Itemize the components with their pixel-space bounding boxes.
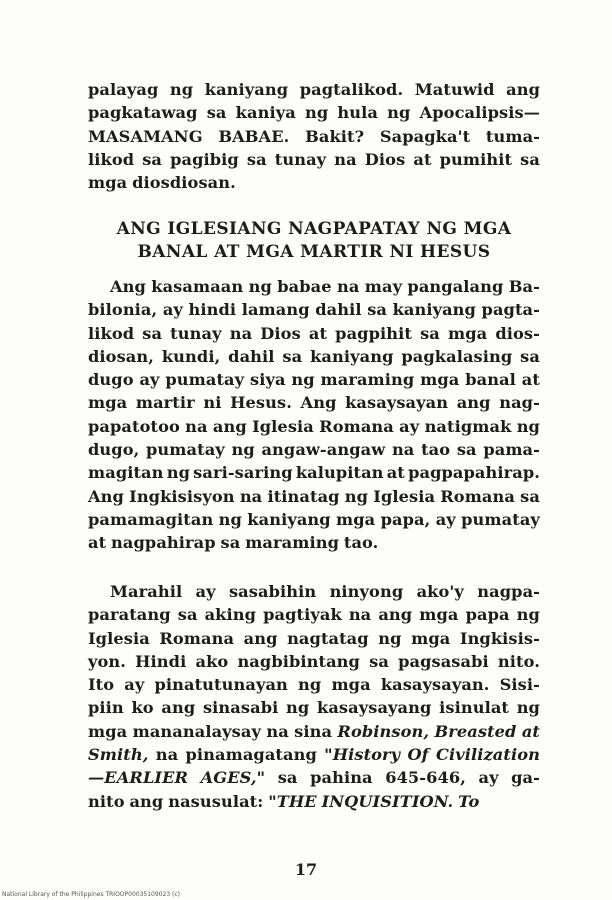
word: ng	[304, 103, 329, 123]
word: may	[364, 277, 403, 296]
word: sasabihin	[228, 582, 317, 601]
text-line	[88, 743, 540, 766]
word: maraming	[320, 370, 415, 390]
text-line	[88, 391, 540, 414]
word: sa	[220, 533, 241, 553]
word: Bakit?	[305, 126, 365, 146]
word: Romana	[440, 486, 515, 506]
word: itinatag	[267, 486, 340, 506]
word: INQUISITION.	[321, 791, 454, 811]
word: kaniyang	[392, 300, 476, 320]
word: mga	[336, 509, 376, 529]
word: nasusulat:	[168, 791, 264, 811]
word: sa	[142, 149, 163, 169]
word: Ba-	[508, 277, 540, 296]
word: kasaysayang	[317, 698, 432, 718]
word: pagpihit	[335, 323, 412, 343]
word: pumatay	[461, 509, 540, 529]
word: magitan	[88, 463, 164, 483]
word: pagibig	[170, 149, 239, 169]
text-line	[88, 696, 540, 719]
word: mga	[420, 370, 460, 390]
word: kaniyang	[247, 509, 331, 529]
text-line	[88, 603, 540, 626]
word: mga	[411, 628, 451, 648]
text-line	[88, 508, 540, 531]
word: na	[336, 277, 360, 296]
word: Sisi-	[499, 675, 540, 695]
text-line	[88, 627, 540, 650]
word: pagkatawag	[88, 103, 198, 123]
word: ang	[212, 416, 247, 436]
word: ay	[478, 768, 499, 788]
word: ako'y	[416, 582, 464, 601]
word: isinulat	[439, 698, 509, 718]
text-line	[88, 580, 540, 603]
word: mga	[88, 721, 128, 741]
word: mga	[419, 605, 459, 625]
scan-footer-note: National Library of the Philippines TRIOOP00035109023 (c)	[2, 891, 181, 898]
word: piin	[88, 698, 124, 718]
word: nag-	[499, 393, 540, 413]
word: mga	[448, 323, 488, 343]
text-line	[88, 171, 540, 194]
word: Civilization	[436, 745, 540, 765]
word: nito.	[497, 651, 540, 671]
word: likod	[88, 323, 135, 343]
word: ako	[195, 651, 229, 671]
word: papatotoo	[88, 416, 180, 436]
word: Breasted	[434, 721, 517, 741]
word: na	[185, 416, 208, 436]
word: kasamaan	[151, 277, 244, 296]
word: kaniyang	[204, 80, 289, 99]
word: "History	[324, 745, 401, 765]
word: ng	[218, 509, 242, 529]
word: sa	[282, 346, 303, 366]
word: Marahil	[110, 582, 183, 601]
section-heading-line-1: ANG IGLESIANG NAGPAPATAY NG MGA	[116, 219, 512, 239]
word: nagbibintang	[237, 651, 360, 671]
word: Of	[407, 745, 429, 765]
word: sa	[420, 323, 440, 343]
text-line	[88, 78, 540, 101]
text-line	[88, 415, 540, 438]
word: siya	[249, 370, 286, 390]
word: mga	[88, 173, 128, 193]
word: at	[386, 463, 405, 483]
word: MASAMANG	[88, 126, 203, 146]
word: maraming	[245, 533, 340, 553]
word: na	[334, 149, 357, 169]
word: dahil	[228, 346, 275, 366]
word: ga-	[511, 768, 540, 788]
word: hindi	[188, 300, 237, 320]
word: ko	[131, 698, 154, 718]
word: dahil	[315, 300, 362, 320]
word: kalupitan	[295, 463, 384, 483]
word: Ang	[88, 486, 124, 506]
word: ang	[378, 605, 413, 625]
word: diosdiosan.	[132, 173, 236, 193]
word: na	[348, 605, 372, 625]
word: at	[308, 323, 328, 343]
word: nagpa-	[477, 582, 540, 601]
word: sa	[520, 346, 540, 366]
word: ay	[195, 582, 216, 601]
word: ng	[286, 698, 310, 718]
word: Romana	[319, 416, 394, 436]
word: ng	[378, 628, 402, 648]
text-line	[88, 650, 540, 673]
word: sa	[369, 651, 389, 671]
word: Robinson,	[337, 721, 430, 741]
word: sa	[142, 323, 163, 343]
word: Ang	[110, 277, 146, 296]
word: ang	[129, 791, 164, 811]
word: ng	[387, 103, 411, 123]
word: ng	[231, 440, 255, 460]
word: ng	[516, 698, 540, 718]
word: ng	[166, 463, 190, 483]
word: yon.	[88, 651, 127, 671]
section-heading	[88, 218, 540, 264]
word: ng	[248, 277, 272, 296]
text-line	[88, 125, 540, 148]
text-line	[88, 368, 540, 391]
word: pagtiyak	[263, 605, 342, 625]
word: sinasabi	[202, 698, 279, 718]
word: nito	[88, 791, 125, 811]
word: tunay	[274, 149, 327, 169]
word: ni	[203, 393, 222, 413]
word: natigmak	[424, 416, 512, 436]
word: Ito	[88, 675, 115, 695]
word: sa	[367, 300, 387, 320]
word: Ingkisisyon	[129, 486, 235, 506]
word: at	[88, 533, 107, 553]
word: sari-saring	[193, 463, 293, 483]
text-line	[88, 673, 540, 696]
word: ay	[435, 509, 456, 529]
word: Hindi	[135, 651, 187, 671]
word: pinamagatang	[185, 745, 317, 765]
word: ay	[139, 370, 160, 390]
word: paratang	[88, 605, 171, 625]
word: na	[391, 440, 415, 460]
word: nagpahirap	[111, 533, 216, 553]
word: Romana	[159, 628, 235, 648]
word: "THE	[268, 791, 317, 811]
word: tao	[421, 440, 451, 460]
word: pinatutunayan	[154, 675, 288, 695]
text-line	[88, 148, 540, 171]
word: na	[229, 323, 253, 343]
word: sa	[206, 103, 227, 123]
word: Apocalipsis—	[419, 103, 540, 123]
word: pagtalikod.	[299, 80, 404, 99]
word: kaniya	[235, 103, 296, 123]
word: dugo	[88, 370, 134, 390]
word: pagsasabi	[398, 651, 489, 671]
word: Ang	[300, 393, 337, 413]
word: aking	[204, 605, 257, 625]
word: pagta-	[481, 300, 540, 320]
text-line	[88, 345, 540, 368]
word: pumihit	[439, 149, 513, 169]
word: ninyong	[329, 582, 404, 601]
word: Sapagka't	[379, 126, 471, 146]
text-line	[88, 485, 540, 508]
word: banal	[465, 370, 516, 390]
word: tuma-	[485, 126, 540, 146]
word: Iglesia	[252, 416, 314, 436]
word: babae	[277, 277, 332, 296]
text-line	[88, 298, 540, 321]
word: BABAE.	[218, 126, 290, 146]
word: nagtatag	[287, 628, 369, 648]
text-line	[88, 438, 540, 461]
word: 645-646,	[385, 768, 466, 788]
text-line	[88, 720, 540, 743]
text-line	[88, 322, 540, 345]
word: na	[239, 486, 263, 506]
word: —EARLIER	[88, 768, 189, 788]
word: sa	[177, 605, 198, 625]
word: mananalaysay	[132, 721, 261, 741]
word: pangalang	[407, 277, 504, 296]
word: tunay	[170, 323, 222, 343]
word: hula	[337, 103, 378, 123]
word: likod	[88, 149, 135, 169]
word: Dios	[364, 149, 406, 169]
text-line	[88, 101, 540, 124]
word: bilonia,	[88, 300, 158, 320]
word: diosan,	[88, 346, 154, 366]
word: ng	[298, 675, 322, 695]
text-line	[88, 766, 540, 789]
word: at	[521, 721, 540, 741]
word: ang	[243, 628, 278, 648]
word: ay	[399, 416, 420, 436]
word: Matuwid	[414, 80, 495, 99]
word: sa	[520, 486, 540, 506]
word: dios-	[495, 323, 540, 343]
word: Iglesia	[88, 628, 150, 648]
word: kasaysayan.	[380, 675, 490, 695]
word: mga	[88, 393, 128, 413]
text-line	[88, 531, 540, 554]
word: palayag	[88, 80, 159, 99]
word: sa	[246, 149, 267, 169]
text-line	[88, 275, 540, 298]
word: sa	[456, 440, 477, 460]
word: angaw-angaw	[261, 440, 386, 460]
word: martir	[135, 393, 195, 413]
word: na	[266, 721, 289, 741]
word: kasaysayan	[345, 393, 449, 413]
word: sina	[294, 721, 333, 741]
word: na	[155, 745, 179, 765]
word: mga	[331, 675, 371, 695]
word: To	[458, 791, 480, 811]
word: at	[413, 149, 432, 169]
word: ng	[344, 486, 369, 506]
word: ang	[506, 80, 540, 99]
word: pumatay	[146, 440, 225, 460]
word: ay	[124, 675, 145, 695]
word: kundi,	[161, 346, 221, 366]
word: ng	[516, 605, 540, 625]
text-line	[88, 790, 540, 813]
word: sa	[520, 149, 540, 169]
word: papa	[465, 605, 510, 625]
word: kaniyang	[310, 346, 394, 366]
text-line	[88, 461, 540, 484]
word: ang	[456, 393, 491, 413]
word: pamamagitan	[88, 509, 214, 529]
page-number: 17	[294, 860, 318, 879]
word: pumatay	[165, 370, 245, 390]
word: Ingkisis-	[459, 628, 540, 648]
word: tao.	[343, 533, 379, 553]
word: ng	[516, 416, 540, 436]
word: sa	[277, 768, 298, 788]
word: Hesus.	[230, 393, 292, 413]
word: dugo,	[88, 440, 140, 460]
word: Smith,	[88, 745, 149, 765]
paragraph-babilonia	[88, 275, 540, 555]
section-heading-line-2: BANAL AT MGA MARTIR NI HESUS	[137, 242, 491, 262]
word: ang	[161, 698, 196, 718]
paragraph-continuation	[88, 78, 540, 194]
word: ng	[169, 80, 194, 99]
word: Dios	[260, 323, 301, 343]
word: papa,	[380, 509, 431, 529]
word: at	[521, 370, 540, 390]
word: ay	[162, 300, 183, 320]
word: AGES,"	[200, 768, 266, 788]
word: ng	[291, 370, 315, 390]
word: lamang	[241, 300, 310, 320]
word: pama-	[483, 440, 540, 460]
paragraph-inquisition	[88, 580, 540, 813]
word: pagkalasing	[401, 346, 513, 366]
word: pahina	[310, 768, 373, 788]
word: pagpapahirap.	[408, 463, 540, 483]
word: Iglesia	[373, 486, 436, 506]
